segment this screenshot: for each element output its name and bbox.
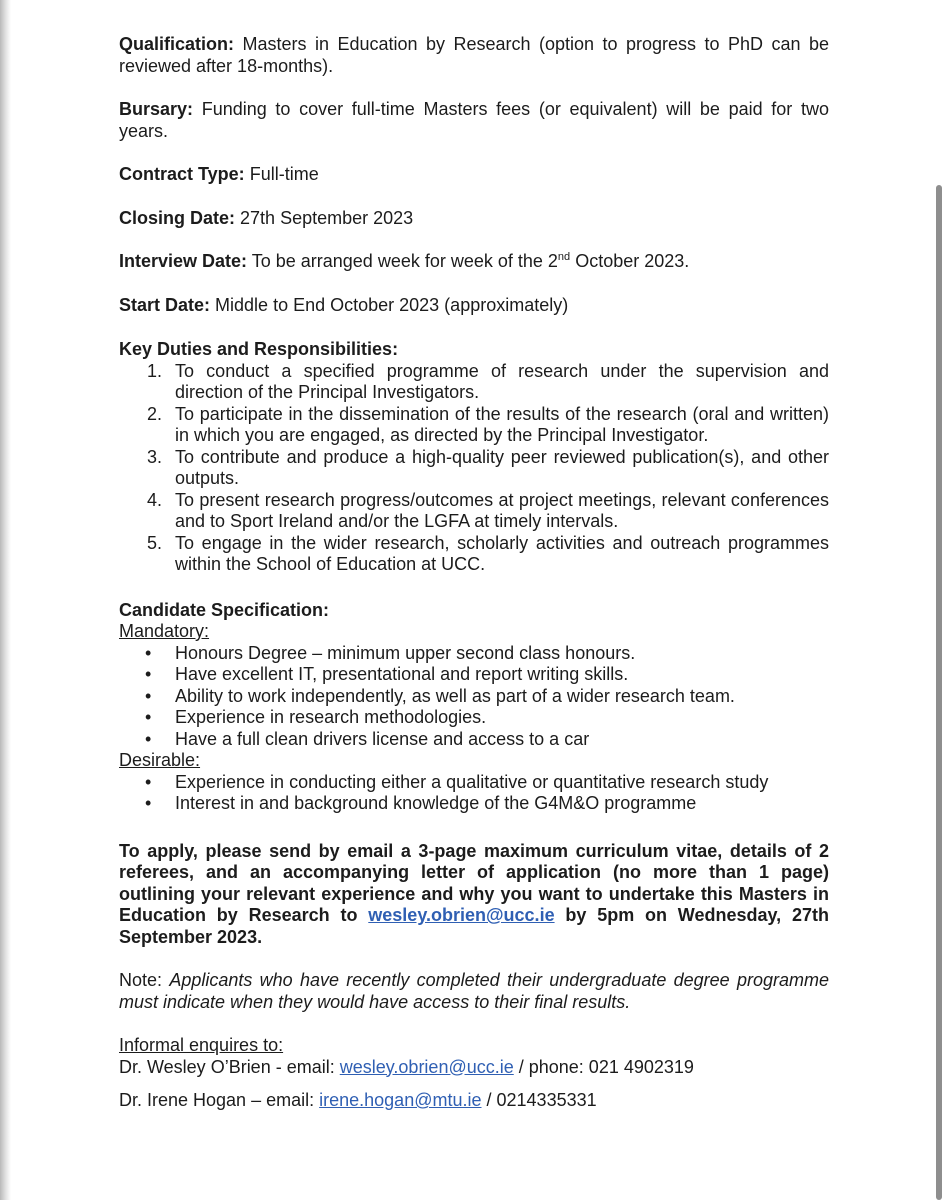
list-item-text: Have a full clean drivers license and access to a car — [175, 728, 590, 749]
apply-deadline: by 5pm on Wednesday, 27th September 2023. — [119, 905, 829, 947]
contact-phone: / phone: 021 4902319 — [513, 1056, 694, 1077]
apply-text: To apply, please send by email a 3-page maximum curriculum vitae, details of 2 referees, and an accompanying letter of application (no more than 1 page) outlining your relevant experience and why you want to undertake this Masters in Education by Research to — [119, 840, 829, 925]
list-item — [119, 643, 829, 665]
note-text: Applicants who have recently completed their undergraduate degree programme must indicate when they would have access to their final results. — [119, 970, 829, 1012]
interview-date-value — [252, 251, 690, 271]
candidate-spec-heading: Candidate Specification: — [119, 599, 330, 620]
contact-name: Dr. Irene Hogan – email: — [119, 1090, 315, 1110]
list-item-text: Interest in and background knowledge of the G4M&O programme — [175, 793, 697, 813]
list-item — [119, 447, 829, 490]
list-item-text: To engage in the wider research, scholarly activities and outreach programmes within the School of Education at UCC. — [175, 532, 829, 574]
bullet-icon: • — [145, 771, 152, 792]
contract-type-value: Full-time — [249, 164, 319, 184]
bullet-icon: • — [145, 728, 152, 749]
list-item-text: To contribute and produce a high-quality peer reviewed publication(s), and other outputs. — [175, 446, 829, 488]
list-item-text: Honours Degree – minimum upper second class honours. — [175, 642, 636, 663]
interview-date-field — [119, 251, 829, 273]
list-item-number: 4. — [147, 489, 163, 510]
start-date-label: Start Date: — [119, 294, 211, 315]
enquiries-heading: Informal enquires to: — [119, 1035, 284, 1055]
closing-date-value: 27th September 2023 — [240, 207, 414, 228]
contact-email-link[interactable]: wesley.obrien@ucc.ie — [339, 1056, 514, 1077]
list-item — [119, 793, 829, 815]
list-item — [119, 729, 829, 751]
apply-email-link[interactable]: wesley.obrien@ucc.ie — [368, 905, 555, 925]
list-item-text: Experience in conducting either a qualitative or quantitative research study — [175, 771, 769, 792]
list-item — [119, 533, 829, 576]
qualification-field — [119, 34, 829, 77]
list-item-text: Have excellent IT, presentational and report writing skills. — [175, 664, 629, 684]
desirable-list — [119, 772, 829, 815]
qualification-value: Masters in Education by Research (option to progress to PhD can be reviewed after 18-months). — [119, 34, 829, 76]
list-item-number: 1. — [147, 360, 163, 381]
scrollbar[interactable] — [931, 0, 947, 1200]
contact-phone: / 0214335331 — [486, 1090, 597, 1110]
apply-paragraph — [119, 841, 829, 949]
list-item-number: 2. — [147, 403, 163, 424]
qualification-label: Qualification: — [119, 34, 235, 54]
list-item — [119, 772, 829, 794]
bursary-field — [119, 99, 829, 142]
list-item-text: Ability to work independently, as well as part of a wider research team. — [175, 685, 735, 706]
interview-date-month: October 2023. — [575, 251, 690, 271]
contact-email-link[interactable]: irene.hogan@mtu.ie — [319, 1090, 482, 1110]
note-label: Note: — [119, 970, 163, 990]
start-date-field — [119, 295, 829, 317]
closing-date-field — [119, 208, 829, 230]
desirable-label: Desirable: — [119, 750, 201, 770]
contact-irene — [119, 1090, 829, 1112]
contact-wesley — [119, 1057, 829, 1079]
bullet-icon: • — [145, 793, 152, 813]
list-item-text: To conduct a specified programme of research under the supervision and direction of the Principal Investigators. — [175, 360, 829, 402]
note-paragraph — [119, 970, 829, 1013]
bullet-icon: • — [145, 685, 152, 706]
document-page — [119, 34, 829, 1112]
start-date-value: Middle to End October 2023 (approximately) — [215, 294, 569, 315]
list-item — [119, 707, 829, 729]
contact-name: Dr. Wesley O’Brien - email: — [119, 1056, 335, 1077]
interview-date-label: Interview Date: — [119, 251, 248, 271]
bursary-value: Funding to cover full-time Masters fees (or equivalent) will be paid for two years. — [119, 99, 829, 141]
contract-type-label: Contract Type: — [119, 164, 245, 184]
page-left-edge-shadow — [0, 0, 11, 1200]
list-item-number: 5. — [147, 532, 163, 553]
list-item-text: Experience in research methodologies. — [175, 707, 487, 727]
interview-date-ordinal: nd — [557, 251, 571, 263]
duties-list — [119, 361, 829, 576]
list-item — [119, 404, 829, 447]
mandatory-label: Mandatory: — [119, 621, 210, 641]
list-item-text: To participate in the dissemination of the results of the research (oral and written) in which you are engaged, as directed by the Principal Investigator. — [175, 403, 829, 445]
list-item — [119, 490, 829, 533]
bullet-icon: • — [145, 664, 152, 684]
bullet-icon: • — [145, 642, 152, 663]
bursary-label: Bursary: — [119, 99, 194, 119]
contract-type-field — [119, 164, 829, 186]
duties-heading: Key Duties and Responsibilities: — [119, 339, 399, 359]
list-item-text: To present research progress/outcomes at project meetings, relevant conferences and to Sport Ireland and/or the LGFA at timely intervals. — [175, 489, 829, 531]
bullet-icon: • — [145, 707, 152, 727]
list-item — [119, 686, 829, 708]
mandatory-list — [119, 643, 829, 751]
interview-date-text: To be arranged week for week of the 2 — [251, 251, 558, 271]
list-item — [119, 361, 829, 404]
closing-date-label: Closing Date: — [119, 207, 236, 228]
scrollbar-thumb[interactable] — [936, 185, 942, 1200]
list-item-number: 3. — [147, 446, 163, 467]
list-item — [119, 664, 829, 686]
